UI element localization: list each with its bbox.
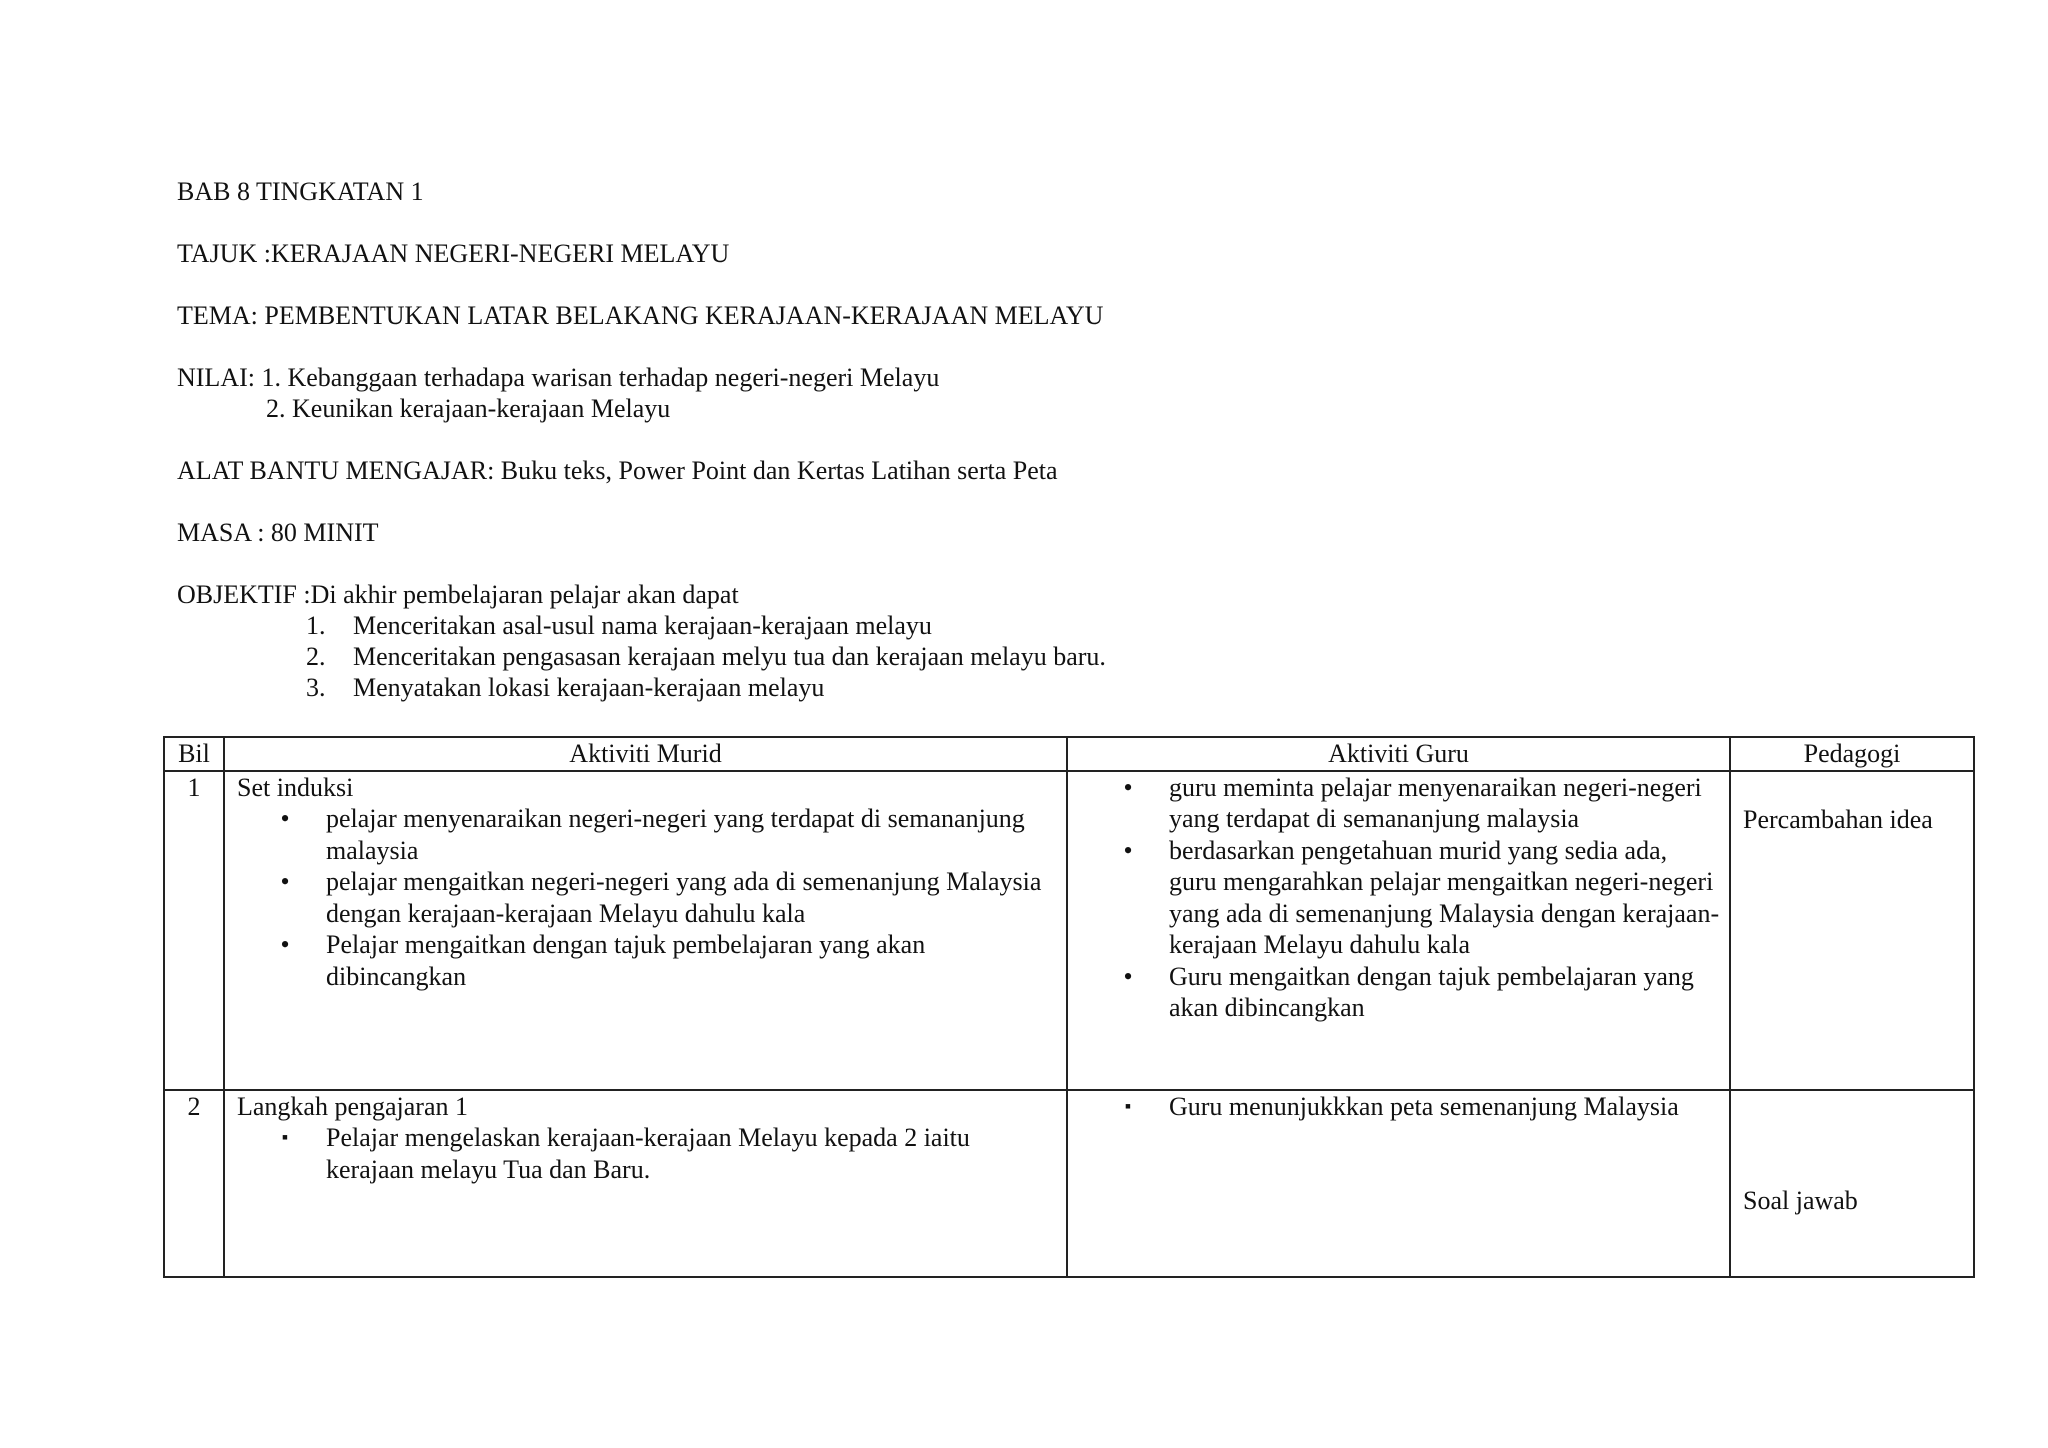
objective-text: Menyatakan lokasi kerajaan-kerajaan melayu (353, 673, 825, 702)
pedagogy-text: Percambahan idea (1743, 804, 1933, 834)
list-item-text: Pelajar mengelaskan kerajaan-kerajaan Melayu kepada 2 iaitu kerajaan melayu Tua dan Baru. (326, 1123, 970, 1184)
bullet-marker: • (1123, 961, 1133, 991)
teacher-activity-cell (1067, 771, 1730, 1090)
bullet-marker: • (280, 930, 290, 959)
teacher-activity-cell (1067, 1090, 1730, 1277)
objective-number: 1. (306, 611, 326, 640)
list-item (1068, 961, 1729, 1024)
list-item-text: guru meminta pelajar menyenaraikan negeri-negeri yang terdapat di semananjung malaysia (1169, 772, 1702, 833)
row-number: 2 (164, 1090, 224, 1277)
table-header-row (164, 737, 1974, 771)
objective-heading: OBJEKTIF :Di akhir pembelajaran pelajar akan dapat (177, 580, 739, 609)
objective-item (306, 641, 1106, 672)
list-item-text: pelajar menyenaraikan negeri-negeri yang terdapat di semananjung malaysia (326, 804, 1025, 865)
list-item (225, 1122, 1066, 1185)
topic-line: TAJUK :KERAJAAN NEGERI-NEGERI MELAYU (177, 239, 730, 268)
list-item (1068, 835, 1729, 961)
pedagogy-text: Soal jawab (1743, 1185, 1858, 1215)
objective-text: Menceritakan pengasasan kerajaan melyu tua dan kerajaan melayu baru. (353, 642, 1106, 671)
bullet-marker: • (1123, 772, 1133, 802)
objective-number: 3. (306, 673, 326, 702)
square-bullet-marker: ▪ (281, 1127, 289, 1147)
objective-item (306, 672, 824, 703)
bullet-marker: • (1123, 835, 1133, 865)
list-item-text: Guru menunjukkkan peta semenanjung Malaysia (1169, 1091, 1679, 1121)
list-item-text: pelajar mengaitkan negeri-negeri yang ada di semenanjung Malaysia dengan kerajaan-kerajaan Melayu dahulu kala (326, 867, 1042, 928)
activity-title: Set induksi (237, 772, 354, 802)
list-item-text: Pelajar mengaitkan dengan tajuk pembelajaran yang akan dibincangkan (326, 930, 926, 991)
student-activity-cell (224, 1090, 1067, 1277)
pedagogy-cell (1730, 1090, 1974, 1277)
activity-title: Langkah pengajaran 1 (237, 1091, 469, 1121)
theme-line: TEMA: PEMBENTUKAN LATAR BELAKANG KERAJAAN-KERAJAAN MELAYU (177, 301, 1104, 330)
header-bil: Bil (164, 737, 224, 771)
header-pedagogi: Pedagogi (1730, 737, 1974, 771)
square-bullet-marker: ▪ (1124, 1095, 1132, 1116)
chapter-heading: BAB 8 TINGKATAN 1 (177, 177, 424, 206)
list-item-text: berdasarkan pengetahuan murid yang sedia ada, guru mengarahkan pelajar mengaitkan negeri-negeri yang ada di semenanjung Malaysia dengan kerajaan-kerajaan Melayu dahulu kala (1169, 835, 1720, 959)
header-aktiviti-guru: Aktiviti Guru (1067, 737, 1730, 771)
student-activity-cell (224, 771, 1067, 1090)
lesson-plan-table (163, 736, 1975, 1278)
values-line-1: NILAI: 1. Kebanggaan terhadapa warisan terhadap negeri-negeri Melayu (177, 363, 940, 392)
objective-item (306, 610, 932, 641)
pedagogy-cell (1730, 771, 1974, 1090)
table-row (164, 771, 1974, 1090)
row-number: 1 (164, 771, 224, 1090)
bullet-marker: • (280, 867, 290, 896)
list-item (225, 866, 1066, 929)
list-item (225, 929, 1066, 992)
objective-text: Menceritakan asal-usul nama kerajaan-kerajaan melayu (353, 611, 932, 640)
header-aktiviti-murid: Aktiviti Murid (224, 737, 1067, 771)
list-item (1068, 1091, 1729, 1123)
bullet-marker: • (280, 804, 290, 833)
values-line-2: 2. Keunikan kerajaan-kerajaan Melayu (266, 394, 671, 423)
list-item (225, 803, 1066, 866)
objective-number: 2. (306, 642, 326, 671)
table-row (164, 1090, 1974, 1277)
list-item-text: Guru mengaitkan dengan tajuk pembelajaran yang akan dibincangkan (1169, 961, 1694, 1022)
teaching-aids-line: ALAT BANTU MENGAJAR: Buku teks, Power Point dan Kertas Latihan serta Peta (177, 456, 1058, 485)
duration-line: MASA : 80 MINIT (177, 518, 379, 547)
list-item (1068, 772, 1729, 835)
